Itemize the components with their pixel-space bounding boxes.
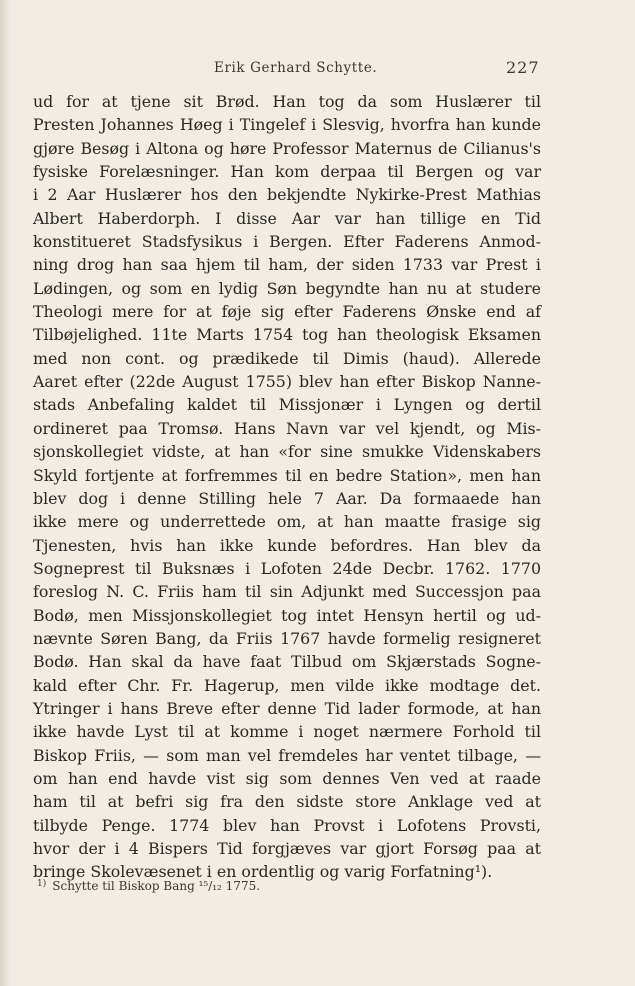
text-line: ning drog han saa hjem til ham, der siden 1733 var Prest i [33,255,541,275]
text-line: Tjenesten, hvis han ikke kunde befordres. Han blev da [33,535,541,555]
body-text [33,90,541,884]
text-line: Theologi mere for at føje sig efter Faderens Ønske end af [33,302,541,322]
footnote-marker: 1) [37,879,47,889]
text-line: Skyld fortjente at forfremmes til en bedre Station», men han [33,465,541,485]
text-line: Sogneprest til Buksnæs i Lofoten 24de Decbr. 1762. 1770 [33,558,541,578]
text-line: tilbyde Penge. 1774 blev han Provst i Lofotens Provsti, [33,815,541,835]
text-line: stads Anbefaling kaldet til Missjonær i Lyngen og dertil [33,395,541,415]
footnote [37,876,457,894]
text-line: ikke mere og underrettede om, at han maatte frasige sig [33,512,541,532]
text-line: om han end havde vist sig som dennes Ven ved at raade [33,768,541,788]
text-line: blev dog i denne Stilling hele 7 Aar. Da formaaede han [33,488,541,508]
running-title: Erik Gerhard Schytte. [214,60,378,76]
text-line: kald efter Chr. Fr. Hagerup, men vilde ikke modtage det. [33,675,541,695]
running-head [0,58,635,80]
text-line: med non cont. og prædikede til Dimis (haud). Allerede [33,348,541,368]
text-line: ud for at tjene sit Brød. Han tog da som Huslærer til [33,92,541,111]
text-line: ordineret paa Tromsø. Hans Navn var vel kjendt, og Mis- [33,418,541,438]
text-line: hvor der i 4 Bispers Tid forgjæves var gjort Forsøg paa at [33,839,541,858]
text-line: gjøre Besøg i Altona og høre Professor Maternus de Cilianus's [33,138,541,158]
text-line: Bodø. Han skal da have faat Tilbud om Skjærstads Sogne- [33,652,541,672]
page-edge [0,0,10,986]
footnote-text: Schytte til Biskop Bang ¹⁵/₁₂ 1775. [52,879,261,893]
text-line: Bodø, men Missjonskollegiet tog intet Hensyn hertil og ud- [33,605,541,625]
text-line: sjonskollegiet vidste, at han «for sine smukke Videnskabers [33,442,541,462]
text-line: foreslog N. C. Friis ham til sin Adjunkt med Successjon paa [33,582,541,602]
text-line: Albert Haberdorph. I disse Aar var han tillige en Tid [33,208,541,228]
page-number: 227 [506,58,540,77]
text-line: fysiske Forelæsninger. Han kom derpaa til Bergen og var [33,162,541,182]
text-line: Biskop Friis, — som man vel fremdeles har ventet tilbage, — [33,745,541,765]
text-line: ikke havde Lyst til at komme i noget nærmere Forhold til [33,722,541,742]
text-line: ham til at befri sig fra den sidste store Anklage ved at [33,792,541,812]
text-line: Lødingen, og som en lydig Søn begyndte han nu at studere [33,278,541,298]
text-line: Presten Johannes Høeg i Tingelef i Slesvig, hvorfra han kunde [33,115,541,135]
text-line: Aaret efter (22de August 1755) blev han efter Biskop Nanne- [33,372,541,392]
text-line: i 2 Aar Huslærer hos den bekjendte Nykirke-Prest Mathias [33,185,541,205]
text-line: konstitueret Stadsfysikus i Bergen. Efter Faderens Anmod- [33,232,541,252]
text-line: Ytringer i hans Breve efter denne Tid lader formode, at han [33,698,541,718]
text-line: Tilbøjelighed. 11te Marts 1754 tog han theologisk Eksamen [33,325,541,345]
text-line: nævnte Søren Bang, da Friis 1767 havde formelig resigneret [33,628,541,648]
text-line: bringe Skolevæsenet i en ordentlig og varig Forfatning¹). [33,862,493,882]
